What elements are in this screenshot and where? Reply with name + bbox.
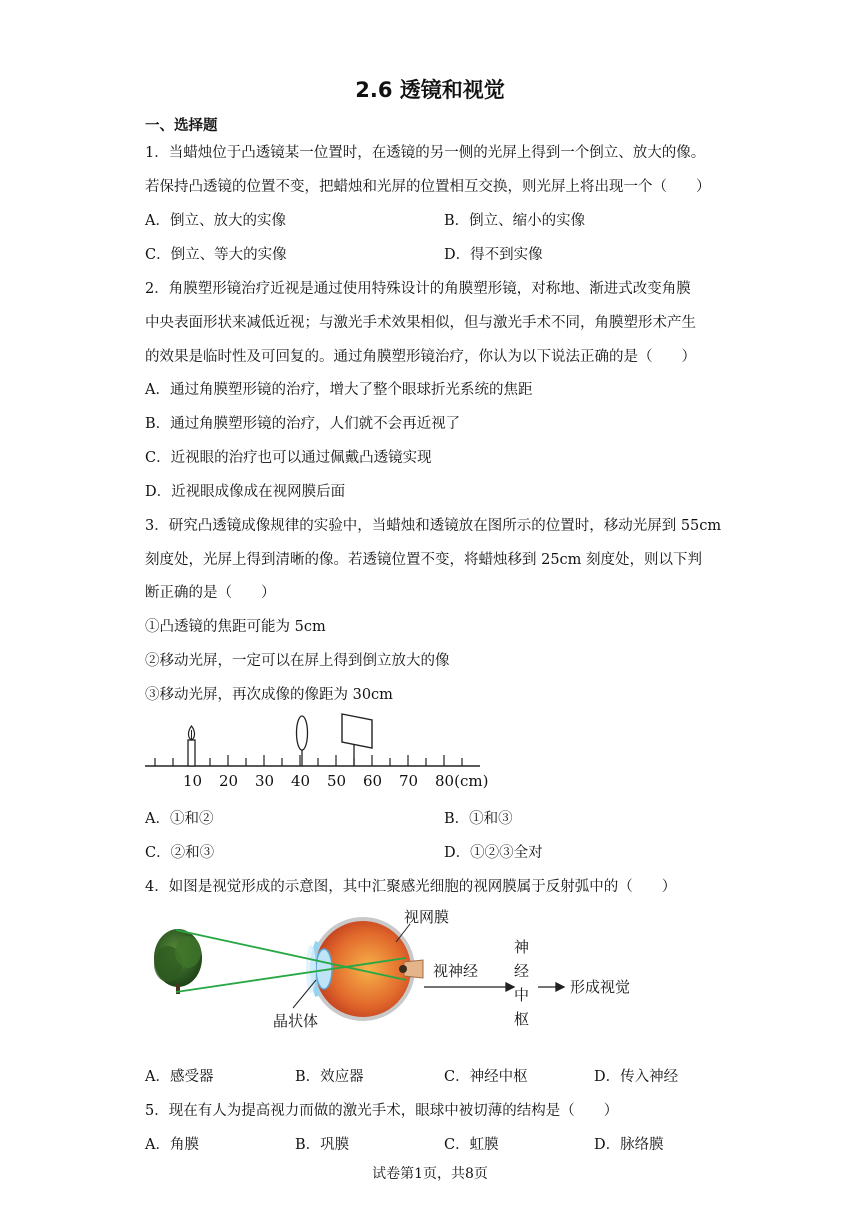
q5-option-d: D．脉络膜 <box>594 1137 664 1153</box>
optical-bench-figure <box>140 708 520 798</box>
q2-option-d: D．近视眼成像成在视网膜后面 <box>145 484 346 500</box>
tree-icon <box>154 929 202 994</box>
nerve-center-char-1: 神 <box>514 938 530 956</box>
ruler-tick-label-40: 40 <box>291 772 311 790</box>
ruler-tick-label-50: 50 <box>327 772 347 790</box>
arrow-head-icon <box>506 983 514 991</box>
ruler-tick-label-30: 30 <box>255 772 275 790</box>
nerve-center-char-2: 经 <box>514 962 530 980</box>
ruler-tick-label-60: 60 <box>363 772 383 790</box>
page-title: 2.6 透镜和视觉 <box>355 78 505 102</box>
q3-statement-3: ③移动光屏，再次成像的像距为 30cm <box>145 687 393 703</box>
q5-option-c: C．虹膜 <box>444 1137 499 1153</box>
arrow-head-icon <box>556 983 564 991</box>
ruler-tick-label-80: 80(cm) <box>435 772 489 790</box>
page-footer: 试卷第1页，共8页 <box>372 1166 488 1182</box>
optic-nerve-label: 视神经 <box>433 962 479 980</box>
q1-option-c: C．倒立、等大的实像 <box>145 247 287 263</box>
q3-statement-1: ①凸透镜的焦距可能为 5cm <box>145 619 326 635</box>
lens-label: 晶状体 <box>273 1012 319 1030</box>
q3-option-d: D．①②③全对 <box>444 845 543 861</box>
q1-line-2: 若保持凸透镜的位置不变，把蜡烛和光屏的位置相互交换，则光屏上将出现一个（ ） <box>145 179 711 195</box>
q1-option-b: B．倒立、缩小的实像 <box>444 213 586 229</box>
ruler-tick-label-10: 10 <box>183 772 203 790</box>
q2-line-2: 中央表面形状来减低近视；与激光手术效果相似，但与激光手术不同，角膜塑形术产生 <box>145 315 696 331</box>
q3-option-c: C．②和③ <box>145 845 215 861</box>
q5-option-b: B．巩膜 <box>295 1137 350 1153</box>
q3-statement-2: ②移动光屏，一定可以在屏上得到倒立放大的像 <box>145 653 450 669</box>
section-heading: 一、选择题 <box>145 118 218 134</box>
q4-line-1: 4．如图是视觉形成的示意图，其中汇聚感光细胞的视网膜属于反射弧中的（ ） <box>145 879 677 895</box>
light-screen-icon <box>342 714 372 766</box>
q2-line-1: 2．角膜塑形镜治疗近视是通过使用特殊设计的角膜塑形镜，对称地、渐进式改变角膜 <box>145 281 691 297</box>
q3-option-a: A．①和② <box>145 811 214 827</box>
q3-line-1: 3．研究凸透镜成像规律的实验中，当蜡烛和透镜放在图所示的位置时，移动光屏到 55cm <box>145 518 722 534</box>
q3-line-3: 断正确的是（ ） <box>145 585 276 601</box>
q5-line-1: 5．现在有人为提高视力而做的激光手术，眼球中被切薄的结构是（ ） <box>145 1103 619 1119</box>
candle-icon <box>188 726 195 766</box>
q5-option-a: A．角膜 <box>145 1137 199 1153</box>
q1-option-a: A．倒立、放大的实像 <box>145 213 286 229</box>
retina-label: 视网膜 <box>404 908 450 926</box>
q4-option-c: C．神经中枢 <box>444 1069 528 1085</box>
nerve-center-char-4: 枢 <box>514 1010 530 1028</box>
ruler-tick-label-20: 20 <box>219 772 239 790</box>
eyeball-icon <box>306 919 423 1019</box>
q4-option-a: A．感受器 <box>145 1069 214 1085</box>
q2-option-c: C．近视眼的治疗也可以通过佩戴凸透镜实现 <box>145 450 432 466</box>
q4-option-d: D．传入神经 <box>594 1069 679 1085</box>
q1-option-d: D．得不到实像 <box>444 247 543 263</box>
q3-option-b: B．①和③ <box>444 811 513 827</box>
vision-formation-figure <box>148 902 668 1042</box>
ruler-tick-label-70: 70 <box>399 772 419 790</box>
convex-lens-icon <box>297 716 308 766</box>
q1-line-1: 1．当蜡烛位于凸透镜某一位置时，在透镜的另一侧的光屏上得到一个倒立、放大的像。 <box>145 145 706 161</box>
q3-line-2: 刻度处，光屏上得到清晰的像。若透镜位置不变，将蜡烛移到 25cm 刻度处，则以下判 <box>145 552 703 568</box>
nerve-center-char-3: 中 <box>514 986 530 1004</box>
q2-line-3: 的效果是临时性及可回复的。通过角膜塑形镜治疗，你认为以下说法正确的是（ ） <box>145 349 696 365</box>
q2-option-b: B．通过角膜塑形镜的治疗，人们就不会再近视了 <box>145 416 461 432</box>
q2-option-a: A．通过角膜塑形镜的治疗，增大了整个眼球折光系统的焦距 <box>145 382 533 398</box>
ruler-tick-marks <box>155 755 462 766</box>
form-vision-label: 形成视觉 <box>570 978 631 996</box>
lens-pointer-line <box>293 980 316 1008</box>
q4-option-b: B．效应器 <box>295 1069 364 1085</box>
